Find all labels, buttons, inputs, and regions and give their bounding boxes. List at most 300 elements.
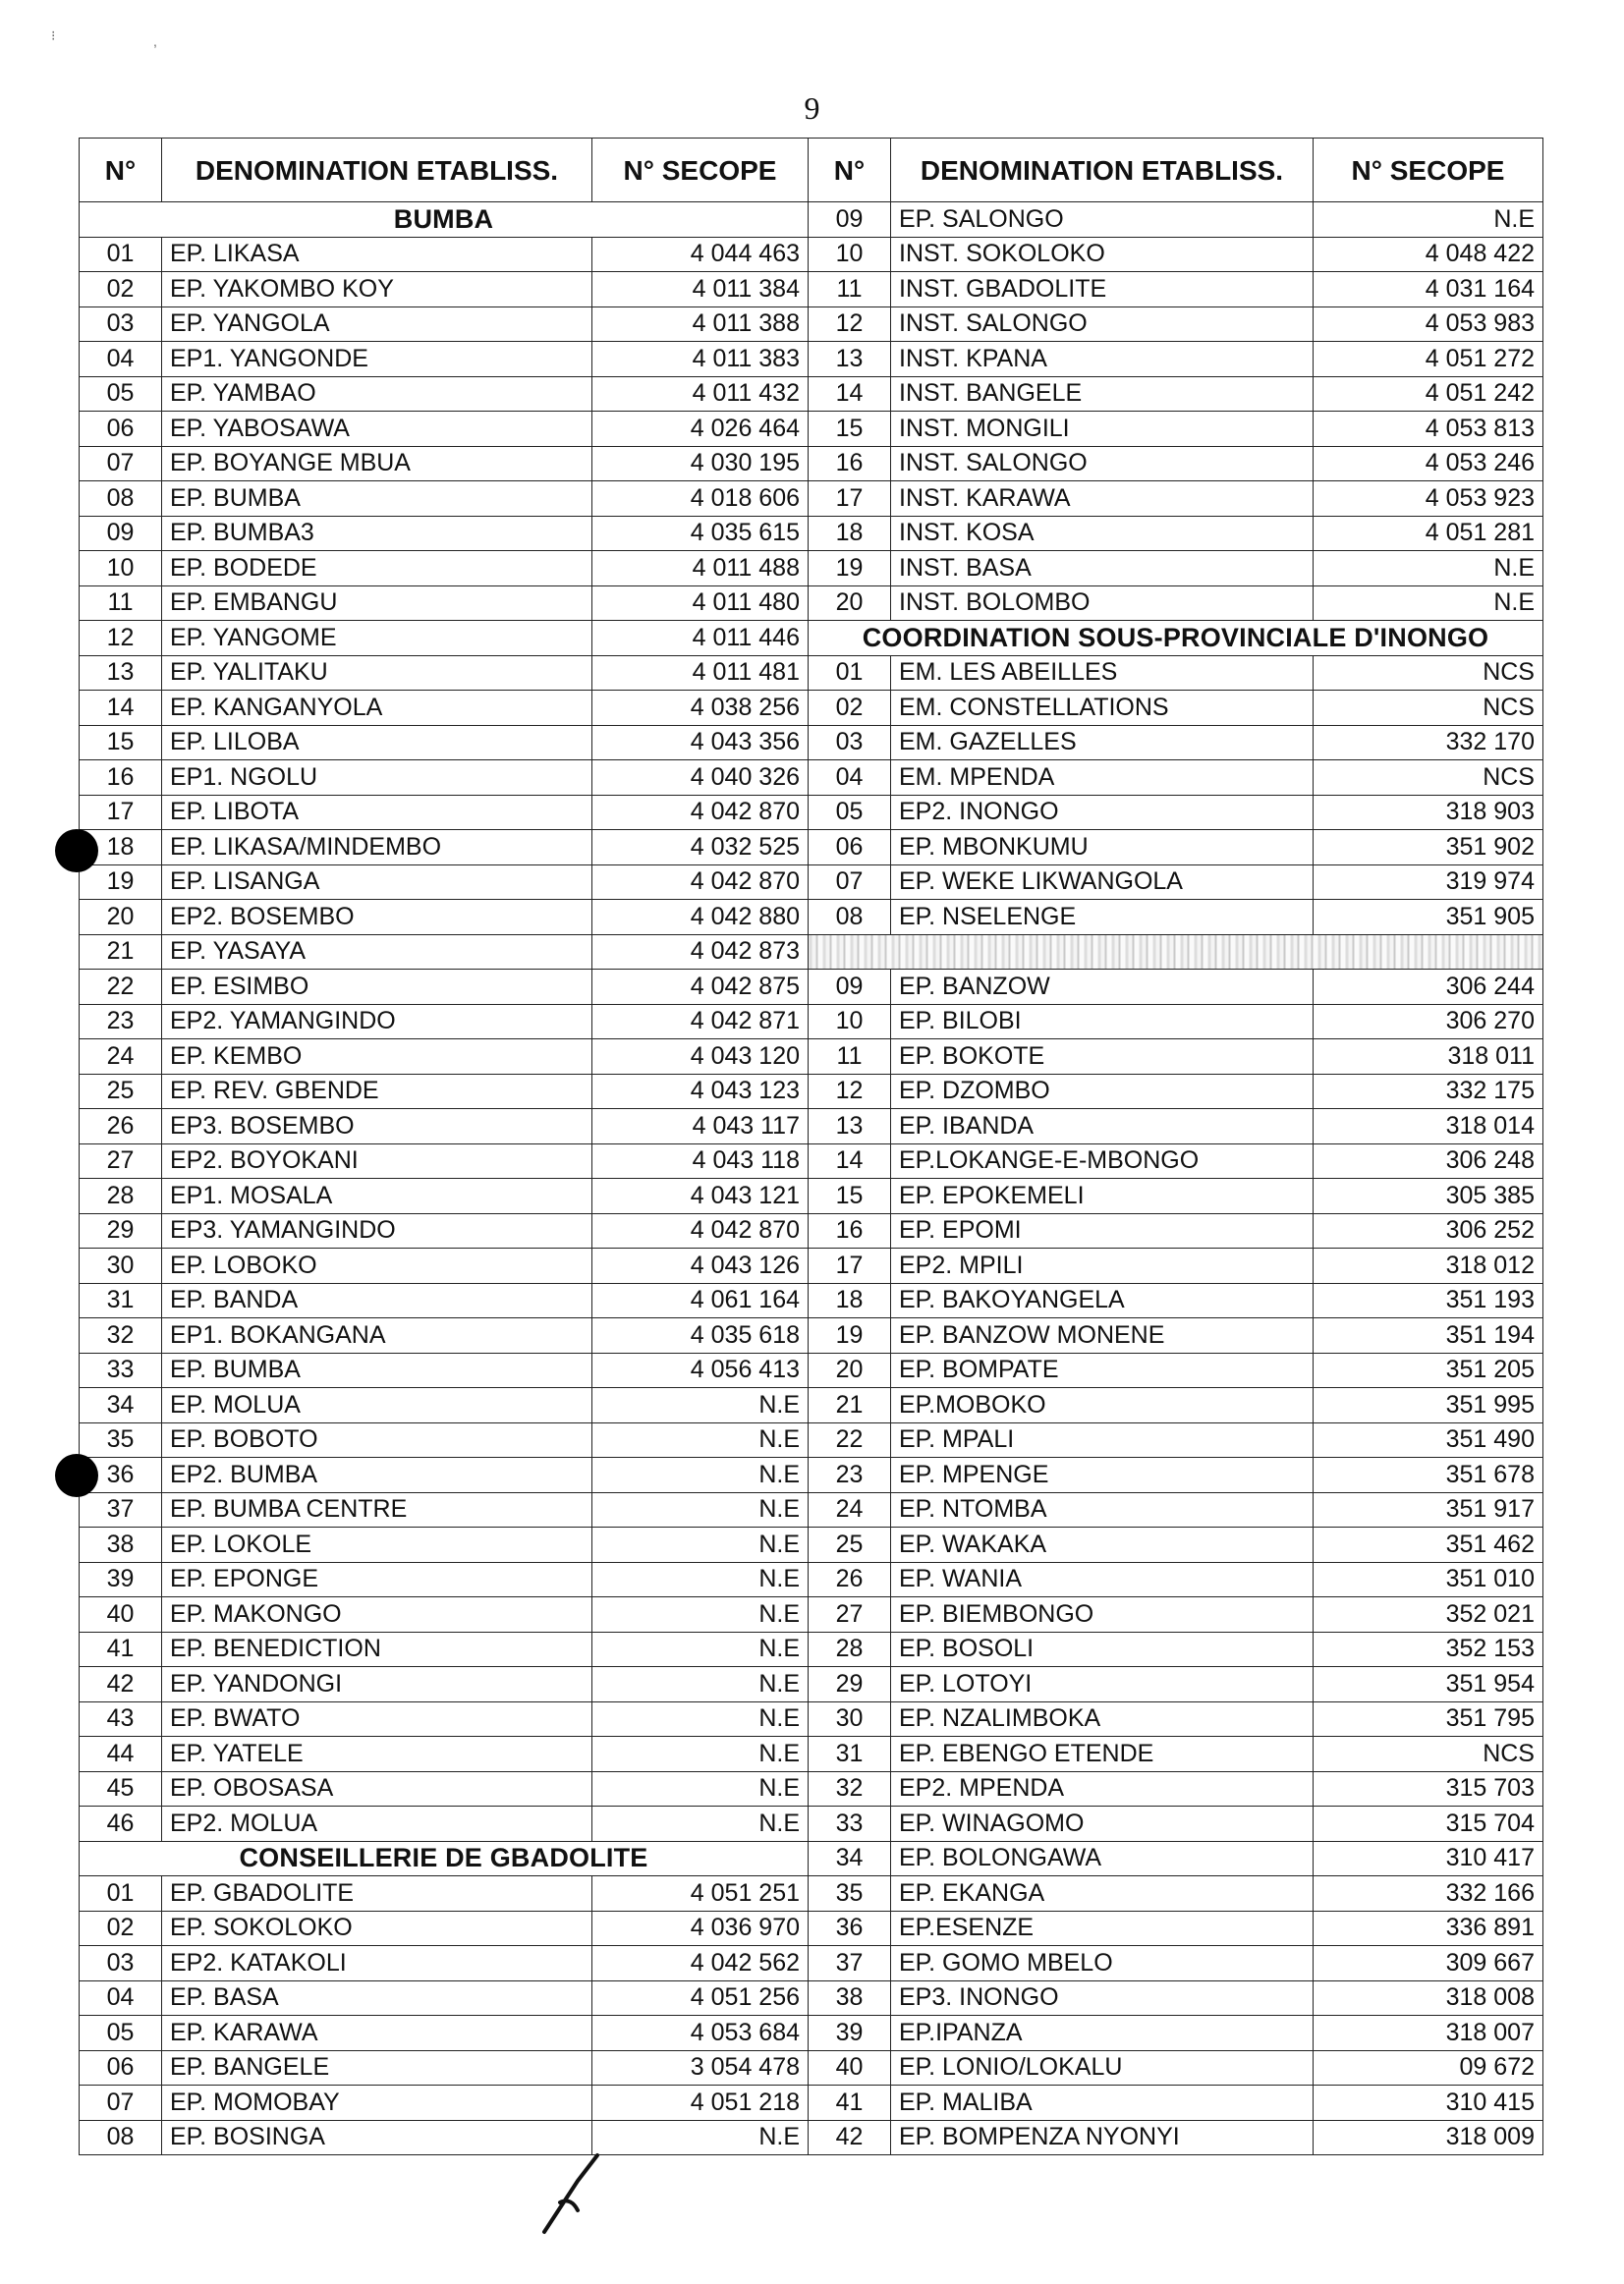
- row-number: 29: [809, 1667, 891, 1702]
- secope-number: 351 917: [1314, 1492, 1543, 1528]
- secope-number: 4 042 871: [592, 1004, 809, 1039]
- table-row: [809, 1492, 1543, 1528]
- row-number: 03: [80, 306, 162, 342]
- table-row: [80, 691, 809, 726]
- table-row: [80, 900, 809, 935]
- establishment-name: EP2. MPILI: [891, 1249, 1314, 1284]
- establishment-name: EP. LILOBA: [162, 725, 592, 760]
- row-number: 21: [80, 934, 162, 970]
- table-row: [809, 691, 1543, 726]
- establishment-name: EP. BASA: [162, 1980, 592, 2016]
- secope-number: 4 043 120: [592, 1039, 809, 1075]
- establishment-name: EP. EMBANGU: [162, 585, 592, 621]
- establishment-name: EP. IBANDA: [891, 1109, 1314, 1144]
- establishment-name: EP. NSELENGE: [891, 900, 1314, 935]
- table-row: [80, 1458, 809, 1493]
- secope-number: 4 042 875: [592, 970, 809, 1005]
- secope-number: 4 053 684: [592, 2016, 809, 2051]
- row-number: 09: [809, 970, 891, 1005]
- row-number: 37: [80, 1492, 162, 1528]
- table-row: [80, 1492, 809, 1528]
- row-number: 40: [80, 1597, 162, 1633]
- secope-number: 4 053 923: [1314, 481, 1543, 517]
- row-number: 26: [809, 1562, 891, 1597]
- establishment-name: EP3. YAMANGINDO: [162, 1213, 592, 1249]
- row-number: 41: [809, 2086, 891, 2121]
- establishment-name: INST. SALONGO: [891, 306, 1314, 342]
- secope-number: 4 056 413: [592, 1353, 809, 1388]
- row-number: 16: [809, 446, 891, 481]
- row-number: 12: [809, 1074, 891, 1109]
- secope-number: 4 042 870: [592, 795, 809, 830]
- establishment-name: EP. LOTOYI: [891, 1667, 1314, 1702]
- table-row: [809, 1701, 1543, 1737]
- table-row: [80, 1632, 809, 1667]
- establishment-name: EP. LOKOLE: [162, 1528, 592, 1563]
- table-row: [80, 481, 809, 517]
- establishment-name: EP. EKANGA: [891, 1876, 1314, 1912]
- establishment-name: INST. GBADOLITE: [891, 272, 1314, 307]
- table-row: [809, 1911, 1543, 1946]
- secope-number: 309 667: [1314, 1946, 1543, 1981]
- row-number: 30: [809, 1701, 891, 1737]
- row-number: 01: [80, 1876, 162, 1912]
- secope-number: N.E: [592, 1771, 809, 1807]
- secope-number: N.E: [592, 1597, 809, 1633]
- table-row: [809, 1632, 1543, 1667]
- row-number: 11: [80, 585, 162, 621]
- scan-artifact: [809, 934, 1543, 970]
- table-row: [80, 1004, 809, 1039]
- secope-number: 4 043 117: [592, 1109, 809, 1144]
- table-row: [80, 1039, 809, 1075]
- row-number: 10: [80, 551, 162, 586]
- row-number: 18: [80, 830, 162, 865]
- secope-number: N.E: [592, 2120, 809, 2155]
- secope-number: 4 040 326: [592, 760, 809, 796]
- establishment-name: EP. WEKE LIKWANGOLA: [891, 864, 1314, 900]
- secope-number: 306 248: [1314, 1143, 1543, 1179]
- row-number: 22: [80, 970, 162, 1005]
- establishment-name: INST. BANGELE: [891, 376, 1314, 412]
- table-row: [80, 1876, 809, 1912]
- establishment-name: EP. BOSOLI: [891, 1632, 1314, 1667]
- establishment-name: EP2. YAMANGINDO: [162, 1004, 592, 1039]
- section-title: COORDINATION SOUS-PROVINCIALE D'INONGO: [809, 621, 1543, 656]
- secope-number: 4 011 388: [592, 306, 809, 342]
- secope-number: 4 031 164: [1314, 272, 1543, 307]
- establishment-name: EP. NZALIMBOKA: [891, 1701, 1314, 1737]
- table-row: [80, 1179, 809, 1214]
- establishment-name: INST. MONGILI: [891, 412, 1314, 447]
- row-number: 14: [80, 691, 162, 726]
- table-row: [809, 585, 1543, 621]
- secope-number: 4 051 256: [592, 1980, 809, 2016]
- secope-number: 306 244: [1314, 970, 1543, 1005]
- row-number: 32: [809, 1771, 891, 1807]
- table-row: [809, 516, 1543, 551]
- secope-number: 351 905: [1314, 900, 1543, 935]
- table-row: [80, 934, 809, 970]
- row-number: 16: [80, 760, 162, 796]
- secope-number: 332 175: [1314, 1074, 1543, 1109]
- secope-number: 4 011 432: [592, 376, 809, 412]
- table-row: [809, 481, 1543, 517]
- secope-number: 310 415: [1314, 2086, 1543, 2121]
- row-number: 06: [809, 830, 891, 865]
- binder-hole-icon: [55, 829, 98, 872]
- establishment-name: EP. MPENGE: [891, 1458, 1314, 1493]
- secope-number: 318 011: [1314, 1039, 1543, 1075]
- establishment-name: EP. YABOSAWA: [162, 412, 592, 447]
- establishment-name: EP. YANDONGI: [162, 1667, 592, 1702]
- row-number: 08: [80, 2120, 162, 2155]
- table-row: [80, 1109, 809, 1144]
- table-row: [809, 1143, 1543, 1179]
- secope-number: 318 008: [1314, 1980, 1543, 2016]
- secope-number: 4 030 195: [592, 446, 809, 481]
- table-row: [809, 1283, 1543, 1318]
- right-table-body: [809, 202, 1543, 2155]
- row-number: 04: [809, 760, 891, 796]
- establishment-name: EP. BOYANGE MBUA: [162, 446, 592, 481]
- table-row: [80, 2050, 809, 2086]
- row-number: 04: [80, 342, 162, 377]
- establishment-name: EP. BUMBA: [162, 1353, 592, 1388]
- establishment-name: INST. BOLOMBO: [891, 585, 1314, 621]
- establishment-name: EP. EBENGO ETENDE: [891, 1737, 1314, 1772]
- header-secope: N° SECOPE: [1314, 139, 1543, 202]
- row-number: 09: [80, 516, 162, 551]
- establishment-name: EP2. INONGO: [891, 795, 1314, 830]
- row-number: 28: [809, 1632, 891, 1667]
- secope-number: N.E: [592, 1701, 809, 1737]
- table-row: [809, 725, 1543, 760]
- table-row: [80, 237, 809, 272]
- secope-number: 351 902: [1314, 830, 1543, 865]
- secope-number: 4 053 813: [1314, 412, 1543, 447]
- row-number: 19: [80, 864, 162, 900]
- row-number: 05: [80, 376, 162, 412]
- table-row: [80, 2086, 809, 2121]
- page-number: 9: [804, 90, 820, 126]
- header-denomination: DENOMINATION ETABLISS.: [891, 139, 1314, 202]
- left-establishments-table: [79, 138, 809, 2155]
- secope-number: 09 672: [1314, 2050, 1543, 2086]
- table-row: [809, 1353, 1543, 1388]
- table-row: [809, 2050, 1543, 2086]
- establishment-name: EP. BAKOYANGELA: [891, 1283, 1314, 1318]
- secope-number: 4 043 123: [592, 1074, 809, 1109]
- establishment-name: EP. BOSINGA: [162, 2120, 592, 2155]
- header-secope: N° SECOPE: [592, 139, 809, 202]
- row-number: 24: [80, 1039, 162, 1075]
- row-number: 10: [809, 1004, 891, 1039]
- secope-number: 4 043 121: [592, 1179, 809, 1214]
- establishment-name: EP. YASAYA: [162, 934, 592, 970]
- secope-number: N.E: [1314, 551, 1543, 586]
- table-row: [809, 306, 1543, 342]
- secope-number: 319 974: [1314, 864, 1543, 900]
- table-row: [809, 1109, 1543, 1144]
- row-number: 23: [809, 1458, 891, 1493]
- establishment-name: EM. LES ABEILLES: [891, 655, 1314, 691]
- secope-number: 4 036 970: [592, 1911, 809, 1946]
- table-row: [809, 1807, 1543, 1842]
- secope-number: 352 021: [1314, 1597, 1543, 1633]
- table-row: [80, 1667, 809, 1702]
- table-row: [809, 760, 1543, 796]
- table-row: [809, 446, 1543, 481]
- row-number: 42: [809, 2120, 891, 2155]
- binder-hole-icon: [55, 1454, 98, 1497]
- secope-number: 351 678: [1314, 1458, 1543, 1493]
- establishment-name: EP. MBONKUMU: [891, 830, 1314, 865]
- establishment-name: EP. LIBOTA: [162, 795, 592, 830]
- row-number: 05: [809, 795, 891, 830]
- table-row: [809, 655, 1543, 691]
- establishment-name: EP1. NGOLU: [162, 760, 592, 796]
- establishment-name: EP. LIKASA/MINDEMBO: [162, 830, 592, 865]
- row-number: 38: [809, 1980, 891, 2016]
- row-number: 19: [809, 551, 891, 586]
- secope-number: 306 252: [1314, 1213, 1543, 1249]
- secope-number: 4 035 615: [592, 516, 809, 551]
- establishment-name: EP.ESENZE: [891, 1911, 1314, 1946]
- secope-number: 351 205: [1314, 1353, 1543, 1388]
- secope-number: N.E: [592, 1807, 809, 1842]
- secope-number: 315 703: [1314, 1771, 1543, 1807]
- secope-number: 351 490: [1314, 1422, 1543, 1458]
- table-row: [80, 1213, 809, 1249]
- secope-number: 318 007: [1314, 2016, 1543, 2051]
- establishment-name: EP. BOMPENZA NYONYI: [891, 2120, 1314, 2155]
- establishment-name: EP.IPANZA: [891, 2016, 1314, 2051]
- establishment-name: EP. BUMBA CENTRE: [162, 1492, 592, 1528]
- secope-number: 4 018 606: [592, 481, 809, 517]
- table-row: [809, 1179, 1543, 1214]
- row-number: 19: [809, 1318, 891, 1354]
- table-row: [80, 2120, 809, 2155]
- table-row: [809, 1422, 1543, 1458]
- establishment-name: EP. BANZOW MONENE: [891, 1318, 1314, 1354]
- establishment-name: EP. EPOKEMELI: [891, 1179, 1314, 1214]
- establishment-name: EP. YATELE: [162, 1737, 592, 1772]
- secope-number: 4 011 480: [592, 585, 809, 621]
- establishment-name: EP. MOMOBAY: [162, 2086, 592, 2121]
- establishment-name: EP. SALONGO: [891, 202, 1314, 238]
- secope-number: 351 462: [1314, 1528, 1543, 1563]
- row-number: 40: [809, 2050, 891, 2086]
- secope-number: 4 011 446: [592, 621, 809, 656]
- table-row: [80, 760, 809, 796]
- row-number: 22: [809, 1422, 891, 1458]
- secope-number: N.E: [592, 1422, 809, 1458]
- table-row: [80, 970, 809, 1005]
- row-number: 39: [809, 2016, 891, 2051]
- row-number: 12: [809, 306, 891, 342]
- table-row: [809, 376, 1543, 412]
- table-row: [80, 585, 809, 621]
- row-number: 08: [80, 481, 162, 517]
- establishment-name: EP. YAKOMBO KOY: [162, 272, 592, 307]
- establishment-name: EP. ESIMBO: [162, 970, 592, 1005]
- row-number: 39: [80, 1562, 162, 1597]
- establishment-name: EP. EPOMI: [891, 1213, 1314, 1249]
- row-number: 02: [80, 272, 162, 307]
- table-row: [80, 342, 809, 377]
- table-row: [809, 1597, 1543, 1633]
- establishment-name: EP. BANGELE: [162, 2050, 592, 2086]
- table-row: [80, 864, 809, 900]
- row-number: 11: [809, 1039, 891, 1075]
- row-number: 27: [809, 1597, 891, 1633]
- establishment-name: EP. MAKONGO: [162, 1597, 592, 1633]
- row-number: 25: [80, 1074, 162, 1109]
- secope-number: 351 995: [1314, 1388, 1543, 1423]
- secope-number: 351 194: [1314, 1318, 1543, 1354]
- secope-number: 306 270: [1314, 1004, 1543, 1039]
- establishment-name: EP. GBADOLITE: [162, 1876, 592, 1912]
- table-row: [80, 376, 809, 412]
- table-row: [80, 1946, 809, 1981]
- row-number: 12: [80, 621, 162, 656]
- secope-number: 336 891: [1314, 1911, 1543, 1946]
- establishment-name: EP. WANIA: [891, 1562, 1314, 1597]
- row-number: 16: [809, 1213, 891, 1249]
- row-number: 45: [80, 1771, 162, 1807]
- table-row: [809, 202, 1543, 238]
- secope-number: 4 042 562: [592, 1946, 809, 1981]
- row-number: 18: [809, 1283, 891, 1318]
- row-number: 46: [80, 1807, 162, 1842]
- secope-number: 332 170: [1314, 725, 1543, 760]
- table-row: [809, 1249, 1543, 1284]
- table-row: [80, 1597, 809, 1633]
- table-row: [809, 1213, 1543, 1249]
- secope-number: 4 051 218: [592, 2086, 809, 2121]
- row-number: 17: [80, 795, 162, 830]
- row-number: 38: [80, 1528, 162, 1563]
- row-number: 20: [809, 585, 891, 621]
- table-row: [80, 1143, 809, 1179]
- table-row: [809, 1074, 1543, 1109]
- table-row: [809, 1318, 1543, 1354]
- secope-number: 351 795: [1314, 1701, 1543, 1737]
- scan-artifact-row: [809, 934, 1543, 970]
- establishment-name: EP. BENEDICTION: [162, 1632, 592, 1667]
- row-number: 13: [80, 655, 162, 691]
- table-row: [80, 1249, 809, 1284]
- row-number: 26: [80, 1109, 162, 1144]
- section-title: BUMBA: [80, 202, 809, 238]
- secope-number: 4 042 880: [592, 900, 809, 935]
- establishment-name: EP2. BOSEMBO: [162, 900, 592, 935]
- table-row: [80, 516, 809, 551]
- row-number: 07: [809, 864, 891, 900]
- secope-number: N.E: [592, 1562, 809, 1597]
- table-row: [80, 1737, 809, 1772]
- secope-number: 318 009: [1314, 2120, 1543, 2155]
- table-row: [809, 1946, 1543, 1981]
- row-number: 07: [80, 2086, 162, 2121]
- row-number: 42: [80, 1667, 162, 1702]
- table-row: [809, 1039, 1543, 1075]
- left-table-body: [80, 202, 809, 2155]
- table-row: [809, 2120, 1543, 2155]
- table-row: [809, 1388, 1543, 1423]
- establishment-name: EP. BOBOTO: [162, 1422, 592, 1458]
- secope-number: 4 061 164: [592, 1283, 809, 1318]
- establishment-name: EP.MOBOKO: [891, 1388, 1314, 1423]
- table-row: [80, 1422, 809, 1458]
- secope-number: 3 054 478: [592, 2050, 809, 2086]
- table-row: [809, 1528, 1543, 1563]
- row-number: 18: [809, 516, 891, 551]
- handwritten-initial-icon: [538, 2142, 607, 2240]
- header-denomination: DENOMINATION ETABLISS.: [162, 139, 592, 202]
- table-row: [80, 655, 809, 691]
- row-number: 25: [809, 1528, 891, 1563]
- row-number: 34: [809, 1841, 891, 1876]
- establishment-name: EP. KARAWA: [162, 2016, 592, 2051]
- row-number: 13: [809, 1109, 891, 1144]
- secope-number: N.E: [592, 1528, 809, 1563]
- table-row: [80, 2016, 809, 2051]
- establishment-name: EP2. BUMBA: [162, 1458, 592, 1493]
- row-number: 01: [80, 237, 162, 272]
- secope-number: 4 042 870: [592, 864, 809, 900]
- secope-number: 4 026 464: [592, 412, 809, 447]
- secope-number: 351 954: [1314, 1667, 1543, 1702]
- establishment-name: EP. LOBOKO: [162, 1249, 592, 1284]
- establishment-name: EM. MPENDA: [891, 760, 1314, 796]
- secope-number: 310 417: [1314, 1841, 1543, 1876]
- table-header-row: [809, 139, 1543, 202]
- row-number: 10: [809, 237, 891, 272]
- table-row: [80, 1701, 809, 1737]
- row-number: 29: [80, 1213, 162, 1249]
- secope-number: 4 042 873: [592, 934, 809, 970]
- row-number: 08: [809, 900, 891, 935]
- section-title: CONSEILLERIE DE GBADOLITE: [80, 1841, 809, 1876]
- secope-number: 4 042 870: [592, 1213, 809, 1249]
- row-number: 15: [809, 412, 891, 447]
- row-number: 02: [809, 691, 891, 726]
- establishment-name: EP. GOMO MBELO: [891, 1946, 1314, 1981]
- row-number: 11: [809, 272, 891, 307]
- secope-number: 4 051 242: [1314, 376, 1543, 412]
- establishment-name: EP. BUMBA: [162, 481, 592, 517]
- secope-number: 318 014: [1314, 1109, 1543, 1144]
- secope-number: 4 038 256: [592, 691, 809, 726]
- establishment-name: EP3. INONGO: [891, 1980, 1314, 2016]
- row-number: 02: [80, 1911, 162, 1946]
- table-row: [80, 306, 809, 342]
- right-establishments-table: [808, 138, 1543, 2155]
- table-row: [809, 1737, 1543, 1772]
- secope-number: 318 012: [1314, 1249, 1543, 1284]
- establishment-name: EP.LOKANGE-E-MBONGO: [891, 1143, 1314, 1179]
- secope-number: 4 011 383: [592, 342, 809, 377]
- establishment-name: EP. BANDA: [162, 1283, 592, 1318]
- table-row: [809, 412, 1543, 447]
- table-row: [809, 1562, 1543, 1597]
- row-number: 14: [809, 376, 891, 412]
- row-number: 15: [809, 1179, 891, 1214]
- establishment-name: EP. BUMBA3: [162, 516, 592, 551]
- establishment-name: EP. EPONGE: [162, 1562, 592, 1597]
